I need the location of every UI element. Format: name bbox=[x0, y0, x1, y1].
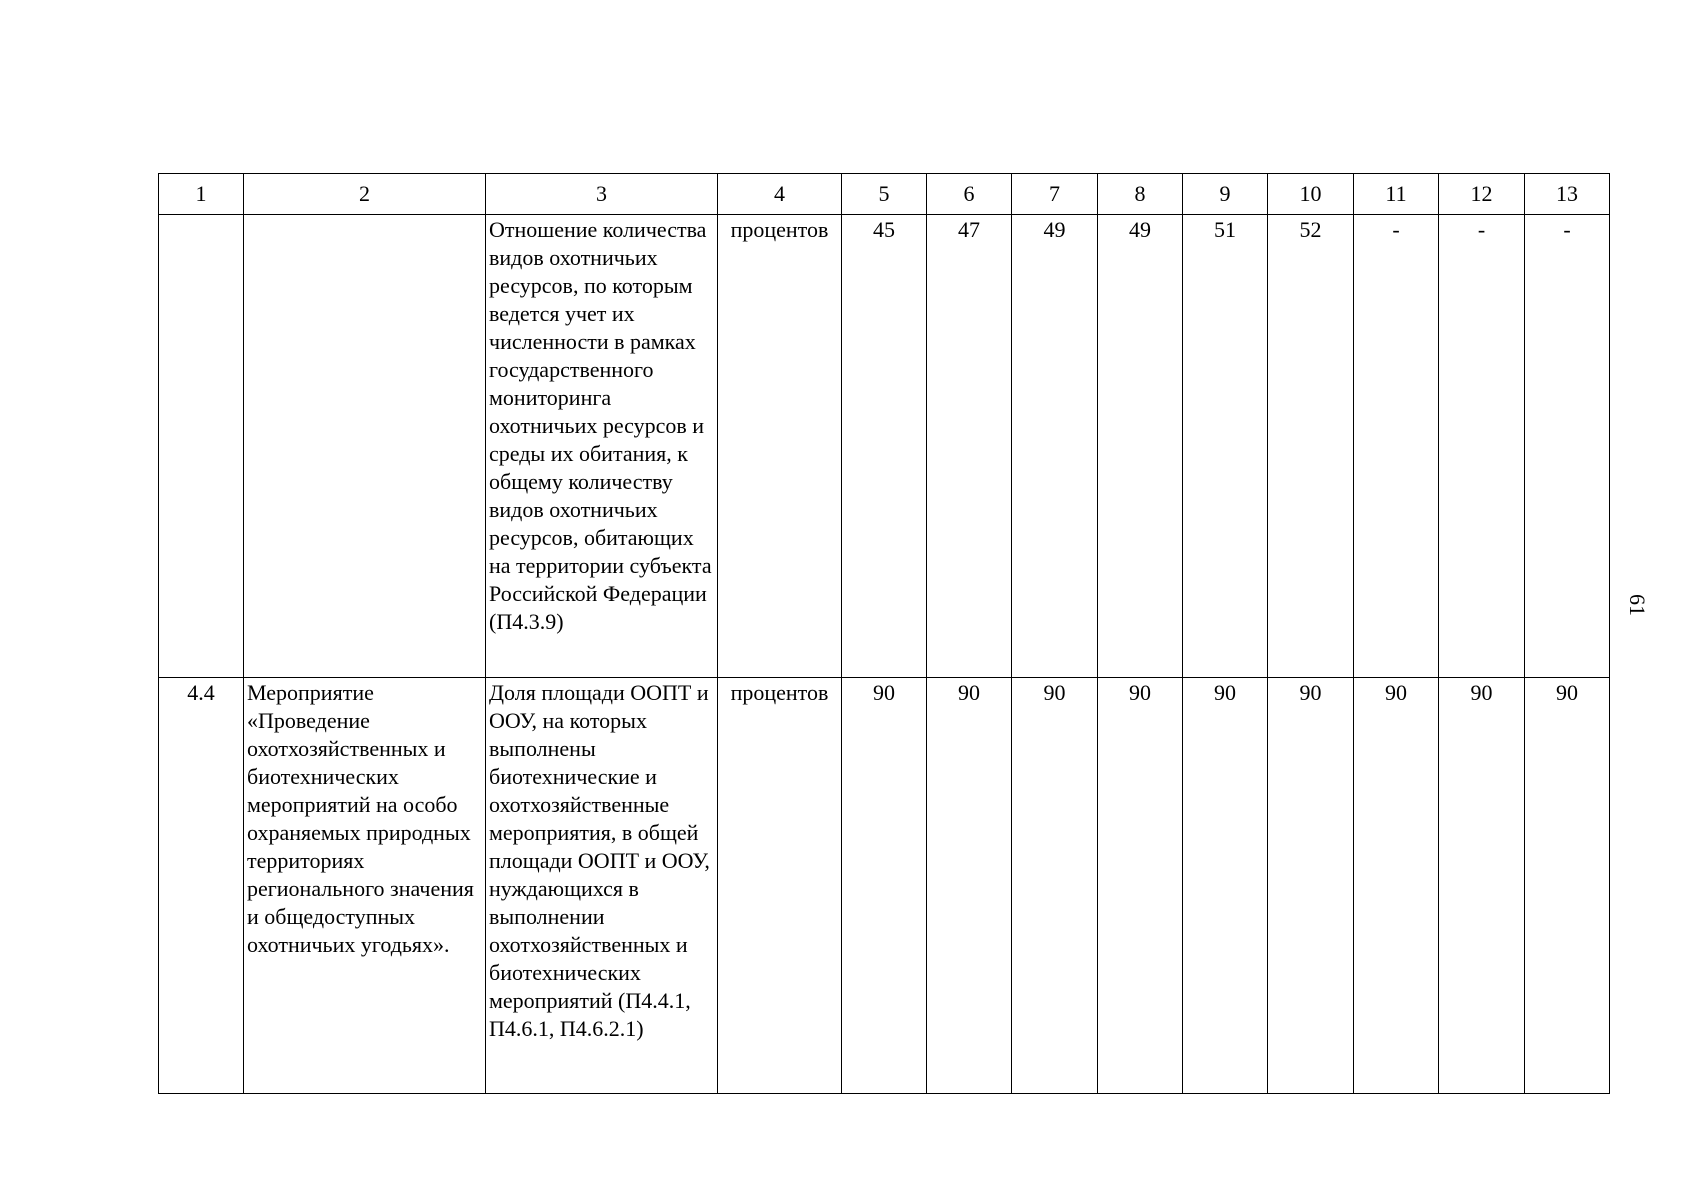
header-cell: 1 bbox=[159, 174, 244, 215]
value-cell: 45 bbox=[842, 215, 927, 678]
unit-cell: процентов bbox=[718, 678, 842, 1094]
value-cell: 51 bbox=[1183, 215, 1268, 678]
header-cell: 13 bbox=[1525, 174, 1610, 215]
header-cell: 2 bbox=[244, 174, 486, 215]
value-cell: - bbox=[1525, 215, 1610, 678]
indicator-cell: Отношение количества видов охотничьих ресурсов, по которым ведется учет их численности в рамках государственного мониторинга охотничьих ресурсов и среды их обитания, к общему количеству видов охотничьих ресурсов, обитающих на территории субъекта Российской Федерации (П4.3.9) bbox=[486, 215, 718, 678]
row-number-cell: 4.4 bbox=[159, 678, 244, 1094]
header-cell: 10 bbox=[1268, 174, 1354, 215]
value-cell: 52 bbox=[1268, 215, 1354, 678]
value-cell: - bbox=[1354, 215, 1439, 678]
data-table bbox=[158, 173, 1610, 1094]
row-number-cell bbox=[159, 215, 244, 678]
measure-name-cell bbox=[244, 215, 486, 678]
indicator-cell: Доля площади ООПТ и ООУ, на которых выполнены биотехнические и охотхозяйственные мероприятия, в общей площади ООПТ и ООУ, нуждающихся в выполнении охотхозяйственных и биотехнических мероприятий (П4.4.1, П4.6.1, П4.6.2.1) bbox=[486, 678, 718, 1094]
value-cell: 90 bbox=[1525, 678, 1610, 1094]
value-cell: 90 bbox=[1183, 678, 1268, 1094]
header-cell: 6 bbox=[927, 174, 1012, 215]
unit-cell: процентов bbox=[718, 215, 842, 678]
header-cell: 5 bbox=[842, 174, 927, 215]
value-cell: 49 bbox=[1098, 215, 1183, 678]
value-cell: 90 bbox=[1012, 678, 1098, 1094]
table-row bbox=[159, 678, 1610, 1094]
value-cell: - bbox=[1439, 215, 1525, 678]
table-row bbox=[159, 215, 1610, 678]
header-cell: 12 bbox=[1439, 174, 1525, 215]
value-cell: 90 bbox=[842, 678, 927, 1094]
header-cell: 11 bbox=[1354, 174, 1439, 215]
header-cell: 4 bbox=[718, 174, 842, 215]
value-cell: 90 bbox=[1098, 678, 1183, 1094]
value-cell: 90 bbox=[1439, 678, 1525, 1094]
measure-name-cell: Мероприятие «Проведение охотхозяйственных и биотехнических мероприятий на особо охраняемых природных территориях регионального значения и общедоступных охотничьих угодьях». bbox=[244, 678, 486, 1094]
value-cell: 49 bbox=[1012, 215, 1098, 678]
header-cell: 8 bbox=[1098, 174, 1183, 215]
value-cell: 90 bbox=[927, 678, 1012, 1094]
header-cell: 9 bbox=[1183, 174, 1268, 215]
header-cell: 7 bbox=[1012, 174, 1098, 215]
header-cell: 3 bbox=[486, 174, 718, 215]
value-cell: 90 bbox=[1268, 678, 1354, 1094]
page-number: 61 bbox=[1625, 594, 1650, 616]
value-cell: 47 bbox=[927, 215, 1012, 678]
table-header-row bbox=[159, 174, 1610, 215]
value-cell: 90 bbox=[1354, 678, 1439, 1094]
